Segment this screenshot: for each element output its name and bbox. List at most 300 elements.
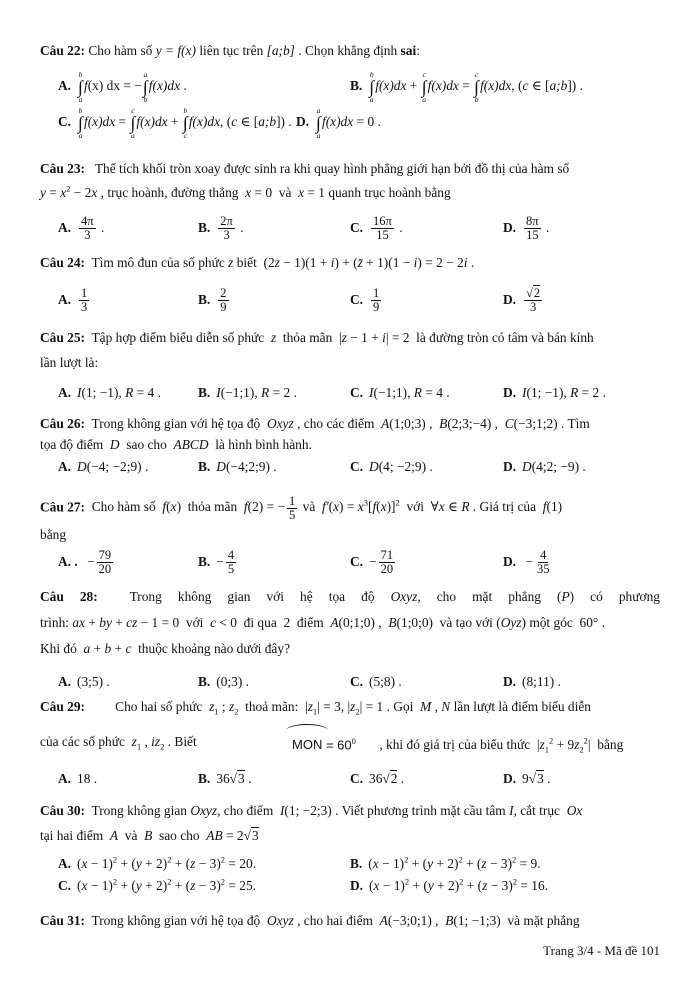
text-run: (x) dx = − bbox=[87, 78, 142, 94]
page-footer: Trang 3/4 - Mã đề 101 bbox=[543, 943, 660, 958]
option-key: A. bbox=[58, 385, 72, 400]
option-text bbox=[522, 674, 561, 689]
superscript: 2 bbox=[459, 877, 464, 887]
integral-sign bbox=[369, 70, 374, 104]
question-stem bbox=[88, 699, 591, 717]
math-var: i bbox=[413, 255, 418, 270]
option-c[interactable] bbox=[350, 287, 383, 314]
option-d[interactable] bbox=[503, 459, 586, 475]
math-var: A bbox=[379, 913, 388, 928]
math-var: f bbox=[162, 499, 167, 515]
superscript: 2 bbox=[549, 736, 554, 746]
text-run: ) một góc 60° . bbox=[521, 615, 605, 630]
integral-symbol: ∫ bbox=[369, 77, 375, 97]
text-run: − 3) bbox=[487, 878, 513, 894]
text-run: − 1)(1 + bbox=[279, 255, 331, 270]
text-run: (1;0;0) và tạo với ( bbox=[396, 615, 501, 630]
radicand: 2 bbox=[533, 286, 541, 300]
subscript: 1 bbox=[214, 706, 219, 717]
option-text bbox=[77, 674, 110, 689]
option-key: D. bbox=[503, 291, 517, 307]
option-key: B. bbox=[350, 856, 363, 872]
option-text bbox=[369, 674, 402, 689]
math-var: a;b bbox=[258, 114, 277, 130]
option-key: C. bbox=[350, 291, 364, 307]
math-var: D bbox=[522, 459, 532, 474]
option-c[interactable] bbox=[350, 215, 403, 242]
options-row bbox=[58, 106, 668, 140]
math-var: y = f(x) bbox=[155, 43, 196, 58]
math-var: f′ bbox=[321, 499, 329, 515]
text-run: − bbox=[369, 553, 377, 569]
text-run: , ( bbox=[511, 78, 523, 94]
superscript: 2 bbox=[395, 498, 400, 508]
option-key: A. bbox=[58, 856, 72, 872]
integral-symbol: ∫ bbox=[182, 113, 188, 133]
text-run: và bbox=[299, 499, 322, 515]
option-key: C. bbox=[350, 459, 364, 474]
question-28-line2 bbox=[40, 612, 660, 633]
option-b[interactable] bbox=[198, 771, 251, 787]
denominator: 35 bbox=[536, 562, 550, 576]
option-key: D. bbox=[503, 553, 517, 569]
math-var: z bbox=[270, 330, 277, 345]
text-run: = 2 . bbox=[578, 385, 606, 400]
option-b[interactable] bbox=[198, 215, 244, 242]
option-c[interactable] bbox=[350, 674, 402, 690]
text-run: , cho điểm bbox=[217, 803, 280, 818]
math-var: f(x)dx bbox=[427, 78, 459, 94]
text-run: = 1 quanh trục hoành bằng bbox=[304, 185, 451, 201]
text-run: : bbox=[416, 43, 420, 58]
fraction bbox=[218, 287, 228, 314]
option-key: A. bbox=[58, 459, 72, 474]
lower-limit: a bbox=[78, 95, 83, 104]
option-b[interactable] bbox=[198, 459, 277, 475]
radical-sign: √ bbox=[229, 771, 238, 786]
text-run: + 2) bbox=[433, 856, 459, 872]
math-var: N bbox=[441, 699, 451, 714]
option-text bbox=[216, 385, 297, 400]
text-run: (4; −2;9) . bbox=[378, 459, 433, 474]
option-text bbox=[369, 214, 403, 242]
question-label: Câu 22: bbox=[40, 43, 86, 58]
text-run: Khi đó bbox=[40, 641, 84, 656]
option-text bbox=[216, 286, 230, 314]
superscript: 2 bbox=[220, 877, 226, 887]
math-var: R bbox=[570, 385, 579, 400]
option-a[interactable] bbox=[58, 771, 97, 787]
math-var: A bbox=[109, 828, 119, 843]
option-b[interactable] bbox=[198, 385, 297, 401]
text-run: )] bbox=[386, 499, 396, 515]
text-run: − bbox=[83, 553, 95, 569]
option-d[interactable] bbox=[503, 385, 606, 401]
math-var: C bbox=[504, 416, 514, 431]
option-text bbox=[369, 286, 383, 314]
math-var: D bbox=[77, 459, 87, 474]
denominator: 9 bbox=[373, 300, 380, 314]
option-key: C. bbox=[350, 553, 364, 569]
option-text bbox=[77, 459, 148, 474]
text-run: = 25. bbox=[225, 878, 257, 894]
option-a[interactable] bbox=[58, 287, 91, 314]
question-label: Câu 28: bbox=[40, 589, 98, 604]
option-d[interactable] bbox=[296, 106, 381, 140]
upper-limit: b bbox=[78, 70, 83, 79]
denominator: 3 bbox=[529, 300, 537, 314]
options-row bbox=[58, 855, 668, 879]
text-run: cắt trục bbox=[516, 803, 567, 818]
text-run: , cho các điểm bbox=[293, 416, 382, 431]
option-c[interactable] bbox=[350, 549, 397, 576]
integral-symbol: ∫ bbox=[142, 77, 148, 97]
integral-symbol: ∫ bbox=[130, 113, 136, 133]
option-d[interactable] bbox=[350, 877, 548, 894]
text-run: sao cho bbox=[152, 828, 207, 843]
option-text bbox=[216, 674, 249, 689]
option-key: B. bbox=[198, 771, 211, 786]
math-var: x bbox=[438, 499, 445, 515]
lower-limit: b bbox=[143, 95, 148, 104]
upper-limit: a bbox=[143, 70, 148, 79]
option-b[interactable] bbox=[198, 549, 238, 576]
option-key: D. bbox=[296, 114, 310, 130]
option-text bbox=[216, 548, 238, 576]
lower-limit: b bbox=[474, 95, 479, 104]
option-b[interactable] bbox=[350, 855, 541, 872]
text-run: , ( bbox=[220, 114, 232, 130]
option-key: D. bbox=[503, 771, 517, 786]
numerator: 2 bbox=[220, 286, 227, 300]
math-var: I bbox=[77, 385, 82, 400]
text-run: (−1;1), bbox=[220, 385, 262, 400]
option-text bbox=[369, 459, 433, 474]
option-key: C. bbox=[58, 114, 72, 130]
superscript: 2 bbox=[404, 855, 409, 865]
math-var: ABCD bbox=[173, 437, 209, 452]
text-run: Trong không gian với hệ tọa độ bbox=[88, 913, 267, 928]
text-run: thoả mãn: | bbox=[238, 699, 308, 714]
math-var: x bbox=[333, 499, 340, 515]
angle-value: = 60 bbox=[322, 737, 352, 753]
math-var: cz bbox=[126, 615, 138, 630]
option-b[interactable] bbox=[350, 70, 583, 104]
radical-sign: √ bbox=[243, 828, 251, 843]
text-run: + 1)(1 − bbox=[362, 255, 414, 270]
text-run: = 0 . bbox=[353, 114, 381, 130]
option-key: C. bbox=[350, 385, 364, 400]
text-run: < 0 đi qua 2 điểm bbox=[216, 615, 331, 630]
integral-symbol: ∫ bbox=[421, 77, 427, 97]
upper-limit: c bbox=[131, 106, 135, 115]
question-stem-line2 bbox=[40, 615, 605, 630]
text-run: , bbox=[431, 699, 442, 714]
math-var: B bbox=[388, 615, 397, 630]
text-run: (0;3) . bbox=[216, 674, 250, 689]
option-b[interactable] bbox=[198, 287, 231, 314]
math-var: by bbox=[99, 615, 112, 630]
numerator: 79 bbox=[98, 548, 112, 562]
option-text bbox=[77, 70, 187, 104]
math-var: R bbox=[413, 385, 422, 400]
question-stem bbox=[88, 255, 474, 270]
text-run: ) + ( bbox=[334, 255, 358, 270]
math-var: P bbox=[561, 589, 570, 604]
option-a[interactable] bbox=[58, 549, 115, 576]
text-run: + bbox=[406, 78, 421, 94]
text-run: + ( bbox=[409, 878, 428, 894]
text-run: , cho hai điểm bbox=[293, 913, 380, 928]
math-var: c bbox=[125, 641, 132, 656]
superscript: 2 bbox=[112, 855, 118, 865]
text-run: . bbox=[467, 255, 475, 270]
option-c[interactable] bbox=[58, 877, 256, 894]
text-run: (1; −1), bbox=[81, 385, 126, 400]
text-run: Trong không gian bbox=[88, 803, 191, 818]
math-var: A bbox=[381, 416, 390, 431]
math-var: f(x)dx bbox=[188, 114, 221, 130]
math-var: z bbox=[131, 734, 137, 749]
text-run: 36 bbox=[369, 771, 383, 786]
question-29-line2-cont bbox=[376, 731, 666, 761]
option-key: D. bbox=[503, 674, 517, 689]
math-var: x bbox=[60, 185, 67, 201]
text-run: . bbox=[395, 219, 403, 235]
text-run: Cho hai số phức bbox=[88, 699, 210, 714]
option-d[interactable] bbox=[503, 215, 549, 242]
option-c[interactable] bbox=[58, 106, 292, 140]
math-var: z bbox=[482, 878, 488, 894]
text-run: ]) . bbox=[567, 78, 583, 94]
sqrt-expression bbox=[230, 770, 245, 786]
math-var: Oyz bbox=[500, 615, 522, 630]
option-text bbox=[216, 459, 276, 474]
subscript: 1 bbox=[544, 745, 549, 756]
options-row bbox=[58, 214, 668, 242]
lower-limit: a bbox=[369, 95, 374, 104]
text-run: . Chọn khẳng định bbox=[294, 43, 401, 58]
lower-limit: a bbox=[422, 95, 427, 104]
math-var: c bbox=[210, 615, 217, 630]
options-row bbox=[58, 286, 668, 314]
math-var: x bbox=[81, 878, 88, 894]
math-var: iz bbox=[151, 734, 161, 749]
text-run: Trong không gian với hệ tọa độ bbox=[113, 589, 391, 604]
fraction bbox=[379, 549, 396, 576]
superscript: 2 bbox=[66, 184, 71, 194]
text-run: + ( bbox=[462, 856, 482, 872]
option-key: C. bbox=[350, 219, 364, 235]
math-var: f bbox=[372, 499, 377, 515]
math-var: y bbox=[40, 185, 46, 201]
text-run: (2;3;−4) , bbox=[447, 416, 505, 431]
superscript: 2 bbox=[167, 877, 172, 887]
options-row bbox=[58, 70, 668, 104]
numerator: 4π bbox=[81, 214, 94, 228]
option-a[interactable] bbox=[58, 674, 110, 690]
text-run: | = 3, | bbox=[317, 699, 351, 714]
option-key: D. bbox=[503, 459, 517, 474]
upper-limit: c bbox=[422, 70, 426, 79]
text-run: = 9. bbox=[516, 856, 541, 872]
superscript: 2 bbox=[167, 855, 172, 865]
math-var: y bbox=[135, 856, 142, 872]
text-run: (−3;1;2) . Tìm bbox=[513, 416, 590, 431]
text-run: (1; −1), bbox=[526, 385, 571, 400]
text-run: − 3) bbox=[195, 878, 221, 894]
fraction bbox=[226, 549, 236, 576]
upper-limit: a bbox=[316, 106, 321, 115]
option-text bbox=[216, 214, 244, 242]
math-var: ax bbox=[72, 615, 85, 630]
denominator: 3 bbox=[81, 300, 88, 314]
sqrt-expression bbox=[382, 770, 397, 786]
math-var: I, bbox=[509, 803, 517, 818]
denominator: 5 bbox=[227, 562, 235, 576]
superscript: 2 bbox=[458, 855, 463, 865]
question-22 bbox=[40, 40, 660, 61]
option-text bbox=[369, 770, 404, 786]
numerator: 4 bbox=[540, 548, 547, 562]
math-var: [a;b] bbox=[266, 43, 295, 58]
math-var: D bbox=[369, 459, 379, 474]
question-stem bbox=[88, 493, 563, 522]
numerator: 1 bbox=[373, 286, 380, 300]
integral-sign bbox=[78, 70, 83, 104]
text-run: (4;2; −9) . bbox=[531, 459, 586, 474]
text-run: + ( bbox=[171, 856, 191, 872]
option-key: D. bbox=[503, 219, 517, 235]
option-key: A. bbox=[58, 78, 72, 94]
option-c[interactable] bbox=[350, 771, 404, 787]
text-run: + ( bbox=[171, 878, 191, 894]
math-var: I bbox=[369, 385, 374, 400]
option-a[interactable] bbox=[58, 215, 104, 242]
option-text bbox=[522, 385, 606, 400]
superscript: 2 bbox=[512, 855, 517, 865]
text-run: + 2) bbox=[141, 856, 168, 872]
text-run: − 1) bbox=[379, 878, 405, 894]
upper-limit: b bbox=[183, 106, 188, 115]
math-var: i bbox=[382, 330, 386, 345]
integral-sign bbox=[130, 106, 135, 140]
text-run: . bbox=[236, 219, 244, 235]
option-key: D. bbox=[350, 878, 364, 894]
option-c[interactable] bbox=[350, 459, 433, 475]
text-run: . bbox=[244, 771, 252, 786]
math-var: B bbox=[439, 416, 448, 431]
text-run: Trong không gian với hệ tọa độ bbox=[88, 416, 267, 431]
numerator: 2π bbox=[220, 214, 233, 228]
text-run: (−4;2;9) . bbox=[225, 459, 277, 474]
text-run: = 0 và bbox=[251, 185, 299, 201]
denominator: 3 bbox=[84, 228, 91, 242]
denominator: 5 bbox=[289, 507, 296, 522]
text-run: của các số phức bbox=[40, 734, 132, 749]
option-c[interactable] bbox=[350, 385, 450, 401]
math-var: Oxyz bbox=[266, 913, 294, 928]
question-23 bbox=[40, 158, 660, 203]
text-run: + ( bbox=[117, 856, 136, 872]
option-a[interactable] bbox=[58, 385, 161, 401]
math-var: z bbox=[350, 699, 356, 714]
option-d[interactable] bbox=[503, 771, 551, 787]
option-a[interactable] bbox=[58, 855, 256, 872]
text-run: ∈ [ bbox=[528, 78, 550, 94]
text-run: biết (2 bbox=[233, 255, 275, 270]
math-var: c bbox=[522, 78, 529, 94]
math-var: D bbox=[109, 437, 120, 452]
option-b[interactable] bbox=[198, 674, 249, 690]
math-var: f(x)dx bbox=[83, 114, 116, 130]
text-run: 9 bbox=[522, 771, 529, 786]
math-var: x bbox=[245, 185, 252, 201]
text-run: ) = bbox=[339, 499, 358, 515]
option-a[interactable] bbox=[58, 70, 187, 104]
option-key: A. bbox=[58, 291, 72, 307]
text-run: . bbox=[542, 219, 550, 235]
text-run: + ( bbox=[463, 878, 483, 894]
option-a[interactable] bbox=[58, 459, 148, 475]
lower-limit: a bbox=[78, 131, 83, 140]
option-text bbox=[368, 70, 583, 104]
subscript: 2 bbox=[234, 706, 239, 717]
text-run: thuộc khoảng nào dưới đây? bbox=[131, 641, 291, 656]
options-row bbox=[58, 674, 668, 698]
math-var: z bbox=[190, 878, 196, 894]
radical-sign: √ bbox=[382, 771, 390, 786]
option-text bbox=[77, 856, 256, 871]
question-stem bbox=[88, 43, 420, 58]
text-run: ]) . bbox=[276, 114, 292, 130]
question-label: Câu 25: bbox=[40, 330, 86, 345]
question-stem-line2 bbox=[40, 355, 98, 370]
option-key: B. bbox=[198, 291, 211, 307]
superscript: 2 bbox=[404, 877, 410, 887]
text-run: − 1 + bbox=[346, 330, 383, 345]
text-run: + bbox=[90, 641, 105, 656]
option-key: A. bbox=[58, 771, 72, 786]
text-run: | bằng bbox=[587, 737, 624, 753]
upper-limit: c bbox=[474, 70, 479, 79]
option-d[interactable] bbox=[503, 549, 553, 576]
option-d[interactable] bbox=[503, 287, 544, 314]
math-var: b bbox=[104, 641, 112, 656]
option-key: B. bbox=[198, 219, 211, 235]
lower-limit: a bbox=[316, 131, 321, 140]
text-run: Tập hợp điểm biểu diễn số phức bbox=[88, 330, 271, 345]
text-run: (1; −2;3) . Viết phương trình mặt cầu tâm bbox=[284, 803, 510, 818]
text-run: (0;1;0) , bbox=[338, 615, 389, 630]
option-text bbox=[522, 459, 586, 474]
question-stem-line2-cont bbox=[376, 736, 624, 756]
math-var: Ox bbox=[566, 803, 583, 818]
math-var: x bbox=[380, 499, 387, 515]
numerator: 4 bbox=[227, 548, 235, 562]
math-var: AB bbox=[206, 828, 223, 843]
options-row bbox=[58, 877, 668, 901]
text-run: , khi đó giá trị của biểu thức | bbox=[376, 737, 540, 753]
math-var: a bbox=[83, 641, 91, 656]
math-var: z bbox=[307, 699, 313, 714]
math-var: M bbox=[420, 699, 432, 714]
upper-limit: b bbox=[78, 106, 83, 115]
bold-text: sai bbox=[400, 43, 417, 58]
integral-sign bbox=[143, 70, 148, 104]
text-run: . bbox=[397, 771, 405, 786]
option-d[interactable] bbox=[503, 674, 561, 690]
